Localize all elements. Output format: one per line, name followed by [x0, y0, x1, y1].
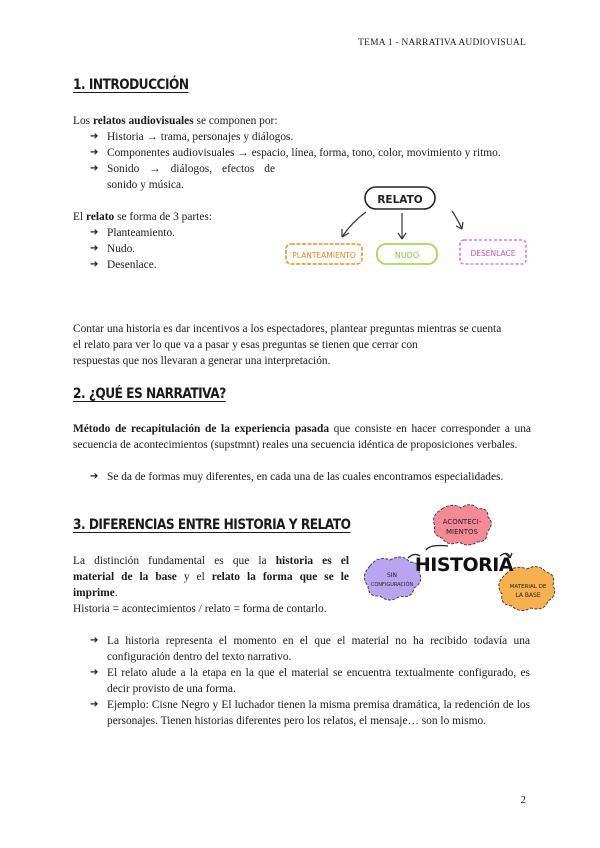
arrow-bullet-icon: ➔	[90, 227, 99, 238]
bullet-text: Componentes audiovisuales → espacio, línea, forma, tono, color, movimiento y ritmo.	[107, 147, 501, 159]
bullet-text: Ejemplo: Cisne Negro y El luchador tienen la misma premisa dramática, la redención de los personajes. Tienen historias diferentes pero los relatos, el mensaje… son lo mismo.	[107, 699, 530, 727]
arrow-bullet-icon: ➔	[90, 635, 99, 646]
bullet-text: La historia representa el momento en el que el material no ha recibido todavía una configuración dentro del texto narrativo.	[107, 635, 530, 663]
page-number: 2	[520, 794, 526, 806]
bullet-text: Nudo.	[107, 243, 136, 255]
sin-configuracion-label: CONFIGURACIÓN	[370, 582, 414, 588]
arrow-bullet-icon: ➔	[90, 147, 99, 158]
section-heading-diferencias: 3. DIFERENCIAS ENTRE HISTORIA Y RELATO	[73, 517, 351, 533]
arrow-bullet-icon: ➔	[90, 471, 99, 482]
bullet-text: Sonido → diálogos, efectos de	[107, 163, 275, 175]
acontecimientos-label: MIENTOS	[446, 528, 478, 536]
planteamiento-label: PLANTEAMIENTO	[292, 251, 356, 260]
arrow-bullet-icon: ➔	[90, 163, 99, 174]
desenlace-label: DESENLACE	[470, 249, 516, 258]
historia-label: HISTORIA	[414, 554, 514, 576]
arrow-bullet-icon: ➔	[90, 243, 99, 254]
nudo-label: NUDO	[394, 251, 420, 260]
relato-diagram	[282, 182, 532, 274]
diferencias-line-4: Historia = acontecimientos / relato = forma de contarlo.	[73, 603, 327, 615]
bullet-text: Se da de formas muy diferentes, en cada una de las cuales encontramos especialidades.	[107, 471, 504, 483]
arrow-bullet-icon: ➔	[90, 667, 99, 678]
bullet-text: Historia → trama, personajes y diálogos.	[107, 131, 294, 143]
running-header: TEMA 1 - NARRATIVA AUDIOVISUAL	[358, 38, 526, 48]
intro-paragraph-3-line3: respuestas que nos llevaran a generar una interpretación.	[73, 355, 331, 367]
connector-arrows	[342, 211, 463, 239]
material-base-label: LA BASE	[515, 592, 541, 599]
arrow-bullet-icon: ➔	[90, 699, 99, 710]
diferencias-line-2: material de la base y el relato la forma que se le	[73, 571, 349, 583]
sin-configuracion-label: SIN	[386, 572, 398, 579]
arrow-bullet-icon: ➔	[90, 131, 99, 142]
acontecimientos-label: ACONTECI-	[442, 518, 482, 526]
bullet-text: Planteamiento.	[107, 227, 176, 239]
bullet-text: El relato alude a la etapa en la que el material se encuentra textualmente configurado, es decir provisto de una forma.	[107, 667, 530, 695]
arrow-bullet-icon: ➔	[90, 259, 99, 270]
intro-paragraph-3-line1: Contar una historia es dar incentivos a los espectadores, plantear preguntas mientras se cuenta	[73, 323, 502, 335]
bullet-text: sonido y música.	[107, 179, 184, 191]
historia-diagram	[360, 500, 558, 618]
intro-paragraph-2: El relato se forma de 3 partes:	[73, 211, 212, 223]
intro-paragraph-3-line2: el relato para ver lo que va a pasar y esas preguntas se tienen que cerrar con	[73, 339, 418, 351]
narrativa-paragraph: Método de recapitulación de la experiencia pasada que consiste en hacer corresponder a una secuencia de acontecimientos (supstmnt) reales una secuencia idéntica de proposiciones verbales.	[73, 423, 531, 451]
diferencias-line-3: imprime.	[73, 587, 118, 599]
bullet-text: Desenlace.	[107, 259, 157, 271]
section-heading-narrativa: 2. ¿QUÉ ES NARRATIVA?	[73, 386, 226, 402]
relato-label: RELATO	[377, 194, 423, 206]
diferencias-line-1: La distinción fundamental es que la historia es el	[73, 555, 349, 567]
intro-paragraph-1: Los relatos audiovisuales se componen por:	[73, 115, 278, 127]
section-heading-introduccion: 1. INTRODUCCIÓN	[73, 77, 189, 93]
material-base-label: MATERIAL DE	[509, 584, 547, 590]
